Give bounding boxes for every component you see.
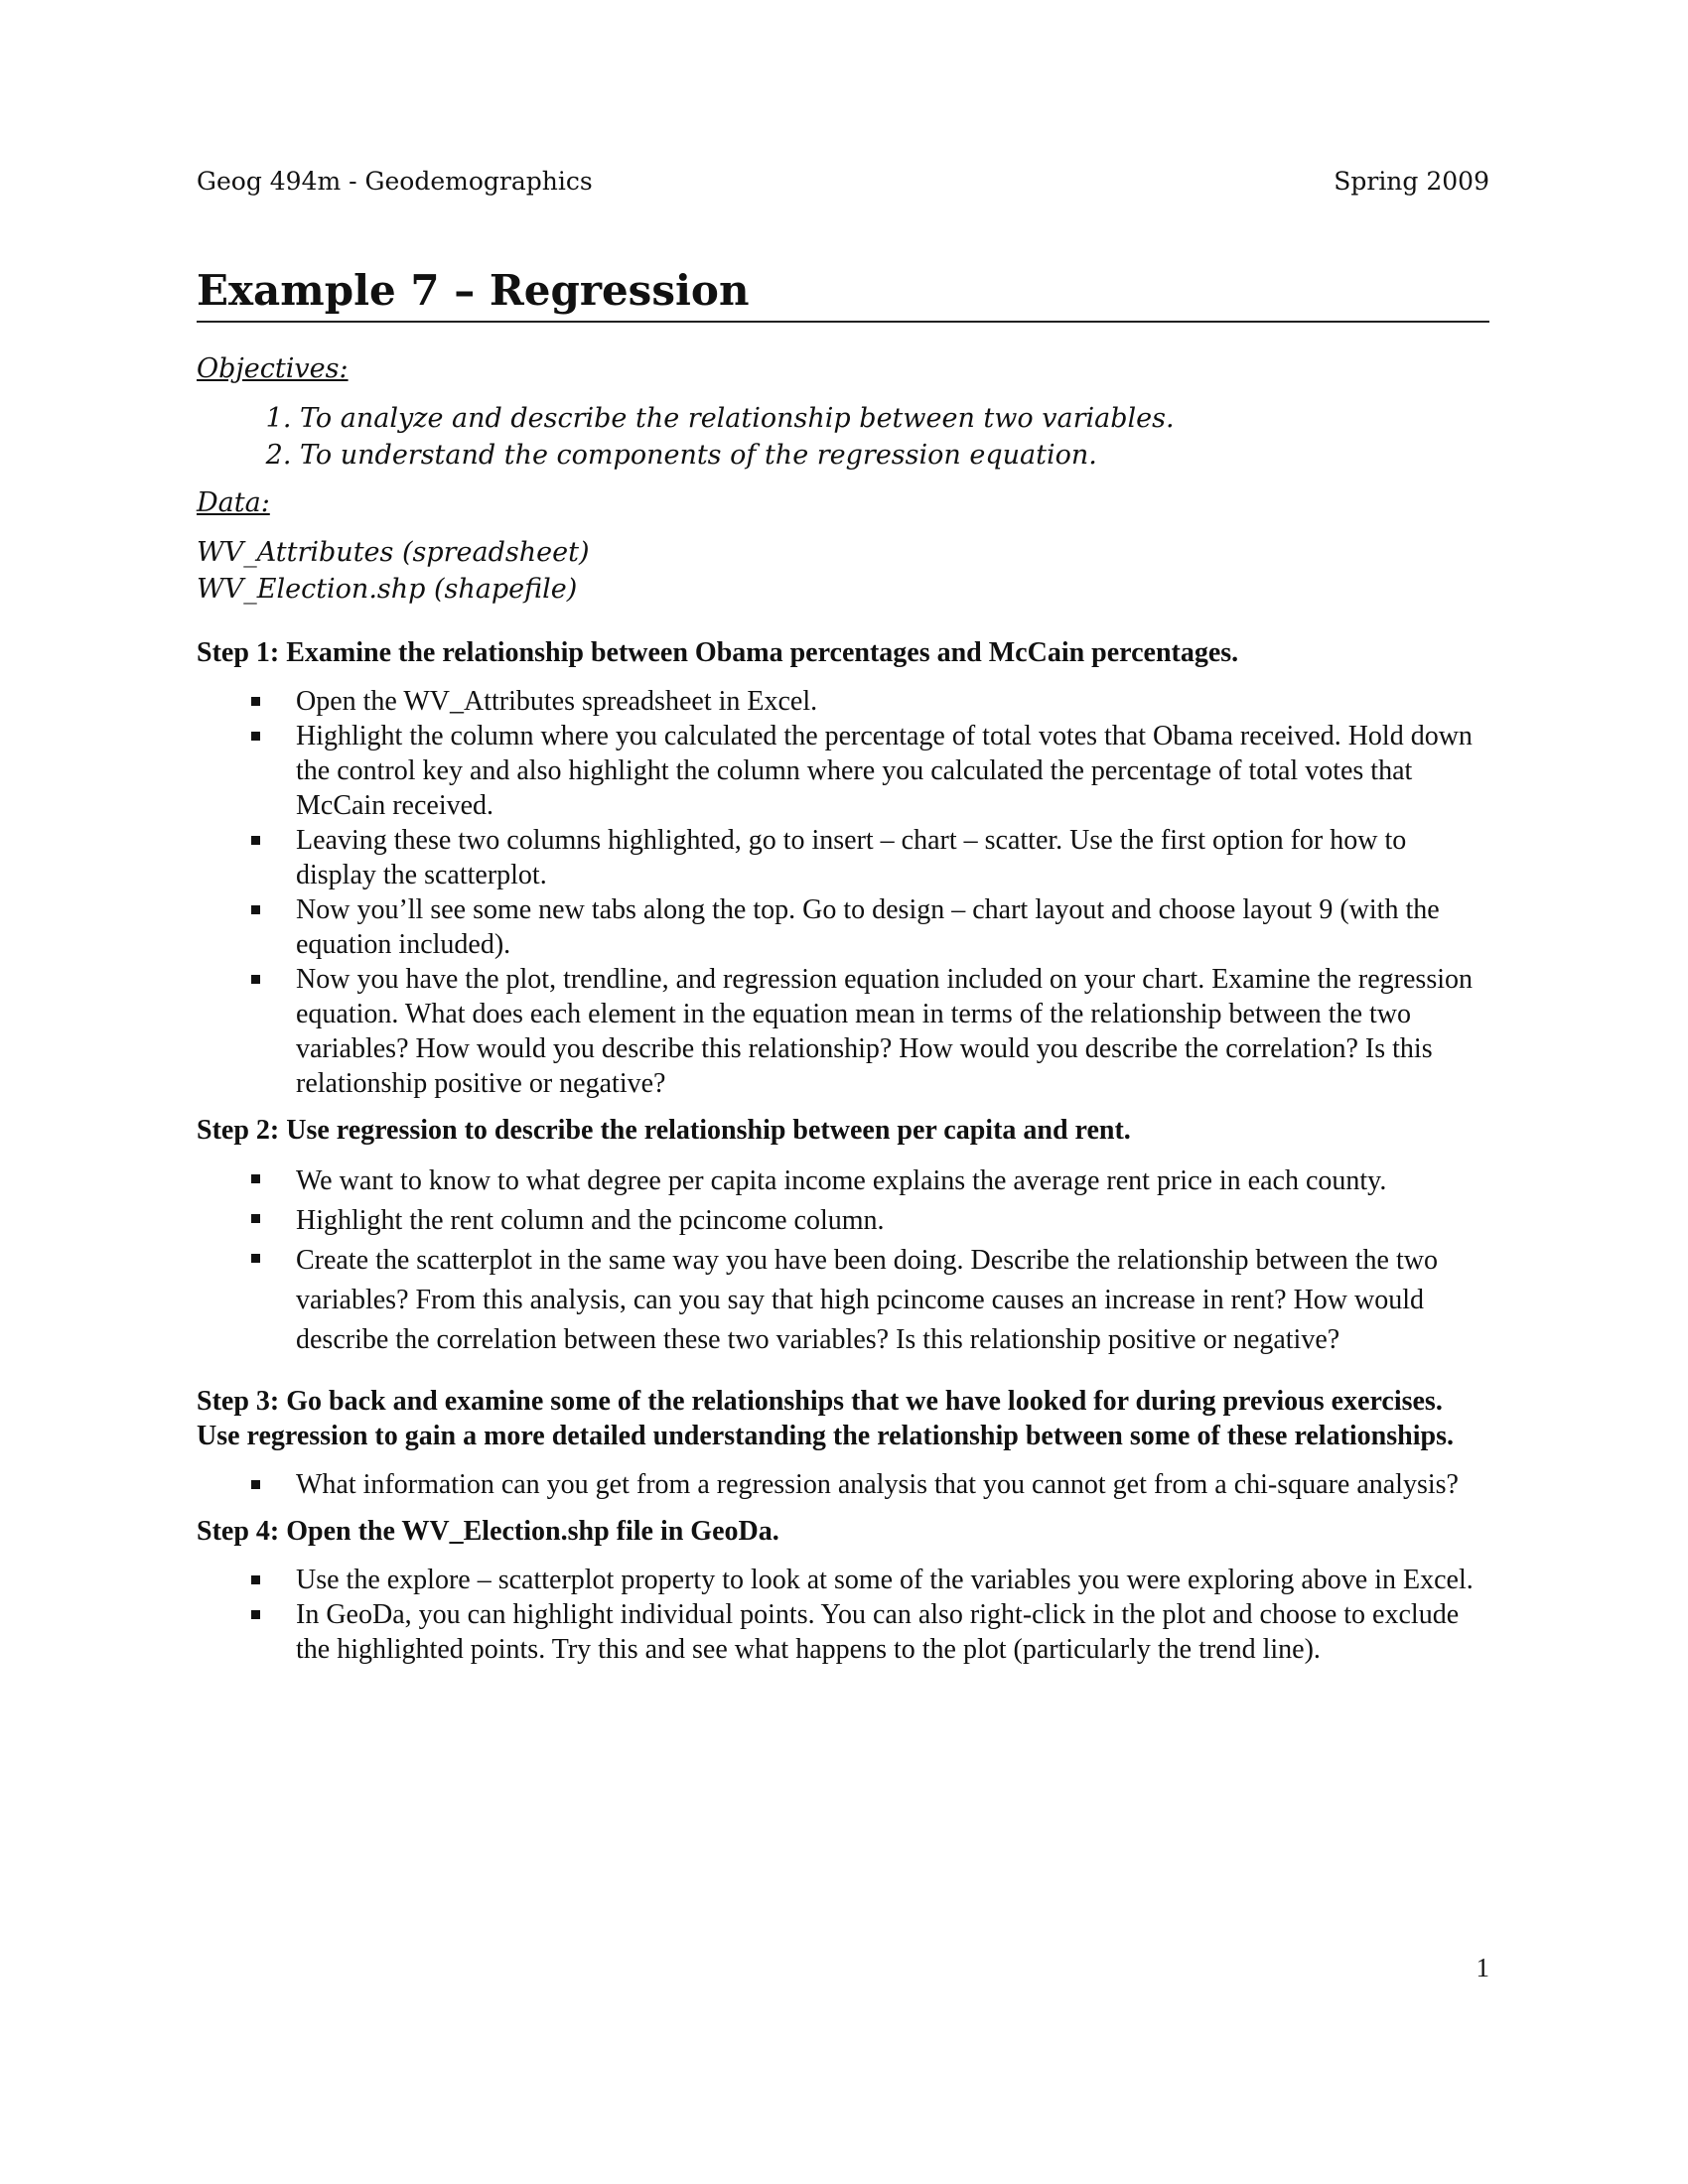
bullet-item: What information can you get from a regression analysis that you cannot get from a chi-square analysis? xyxy=(296,1467,1489,1502)
objective-item: 2. To understand the components of the regression equation. xyxy=(300,437,1489,474)
data-files xyxy=(197,534,1489,608)
step-3-heading: Step 3: Go back and examine some of the relationships that we have looked for during previous exercises. Use regression to gain a more detailed understanding the relationship between some of these relationships. xyxy=(197,1386,1454,1451)
data-label: Data: xyxy=(197,487,270,518)
objectives-list xyxy=(197,400,1489,474)
document-body xyxy=(197,353,1489,1679)
objectives-label: Objectives: xyxy=(197,353,349,384)
bullet-item: Create the scatterplot in the same way you have been doing. Describe the relationship between the two variables? From this analysis, can you say that high pcincome causes an increase in rent? How would describe the correlation between these two variables? Is this relationship positive or negative? xyxy=(296,1241,1489,1360)
bullet-item: Now you’ll see some new tabs along the top. Go to design – chart layout and choose layout 9 (with the equation included). xyxy=(296,892,1489,962)
step-3-bullets xyxy=(197,1467,1489,1502)
page-number: 1 xyxy=(1476,1953,1489,1982)
bullet-item: Use the explore – scatterplot property to look at some of the variables you were exploring above in Excel. xyxy=(296,1563,1489,1597)
bullet-item: Leaving these two columns highlighted, go to insert – chart – scatter. Use the first option for how to display the scatterplot. xyxy=(296,823,1489,892)
bullet-item: Highlight the column where you calculated the percentage of total votes that Obama received. Hold down the control key and also highlight the column where you calculated the percentage of total votes that McCain received. xyxy=(296,719,1489,823)
bullet-item: Open the WV_Attributes spreadsheet in Excel. xyxy=(296,684,1489,719)
objective-item: 1. To analyze and describe the relationship between two variables. xyxy=(300,400,1489,437)
term-header: Spring 2009 xyxy=(1334,167,1489,196)
data-file-item: WV_Attributes (spreadsheet) xyxy=(197,537,590,568)
step-1-bullets xyxy=(197,684,1489,1101)
step-2-heading: Step 2: Use regression to describe the relationship between per capita and rent. xyxy=(197,1115,1131,1146)
bullet-item: Highlight the rent column and the pcincome column. xyxy=(296,1201,1489,1241)
bullet-item: In GeoDa, you can highlight individual points. You can also right-click in the plot and choose to exclude the highlighted points. Try this and see what happens to the plot (particularly the trend line). xyxy=(296,1597,1489,1667)
data-file-item: WV_Election.shp (shapefile) xyxy=(197,574,578,605)
bullet-item: We want to know to what degree per capita income explains the average rent price in each county. xyxy=(296,1161,1489,1201)
course-header: Geog 494m - Geodemographics xyxy=(197,167,593,196)
step-2-bullets xyxy=(197,1161,1489,1360)
step-1-heading: Step 1: Examine the relationship between Obama percentages and McCain percentages. xyxy=(197,637,1239,668)
step-4-heading: Step 4: Open the WV_Election.shp file in GeoDa. xyxy=(197,1516,779,1547)
step-4-bullets xyxy=(197,1563,1489,1667)
bullet-item: Now you have the plot, trendline, and regression equation included on your chart. Examine the regression equation. What does each element in the equation mean in terms of the relationship between the two variables? How would you describe this relationship? How would you describe the correlation? Is this relationship positive or negative? xyxy=(296,962,1489,1101)
page-title: Example 7 – Regression xyxy=(197,266,1489,323)
